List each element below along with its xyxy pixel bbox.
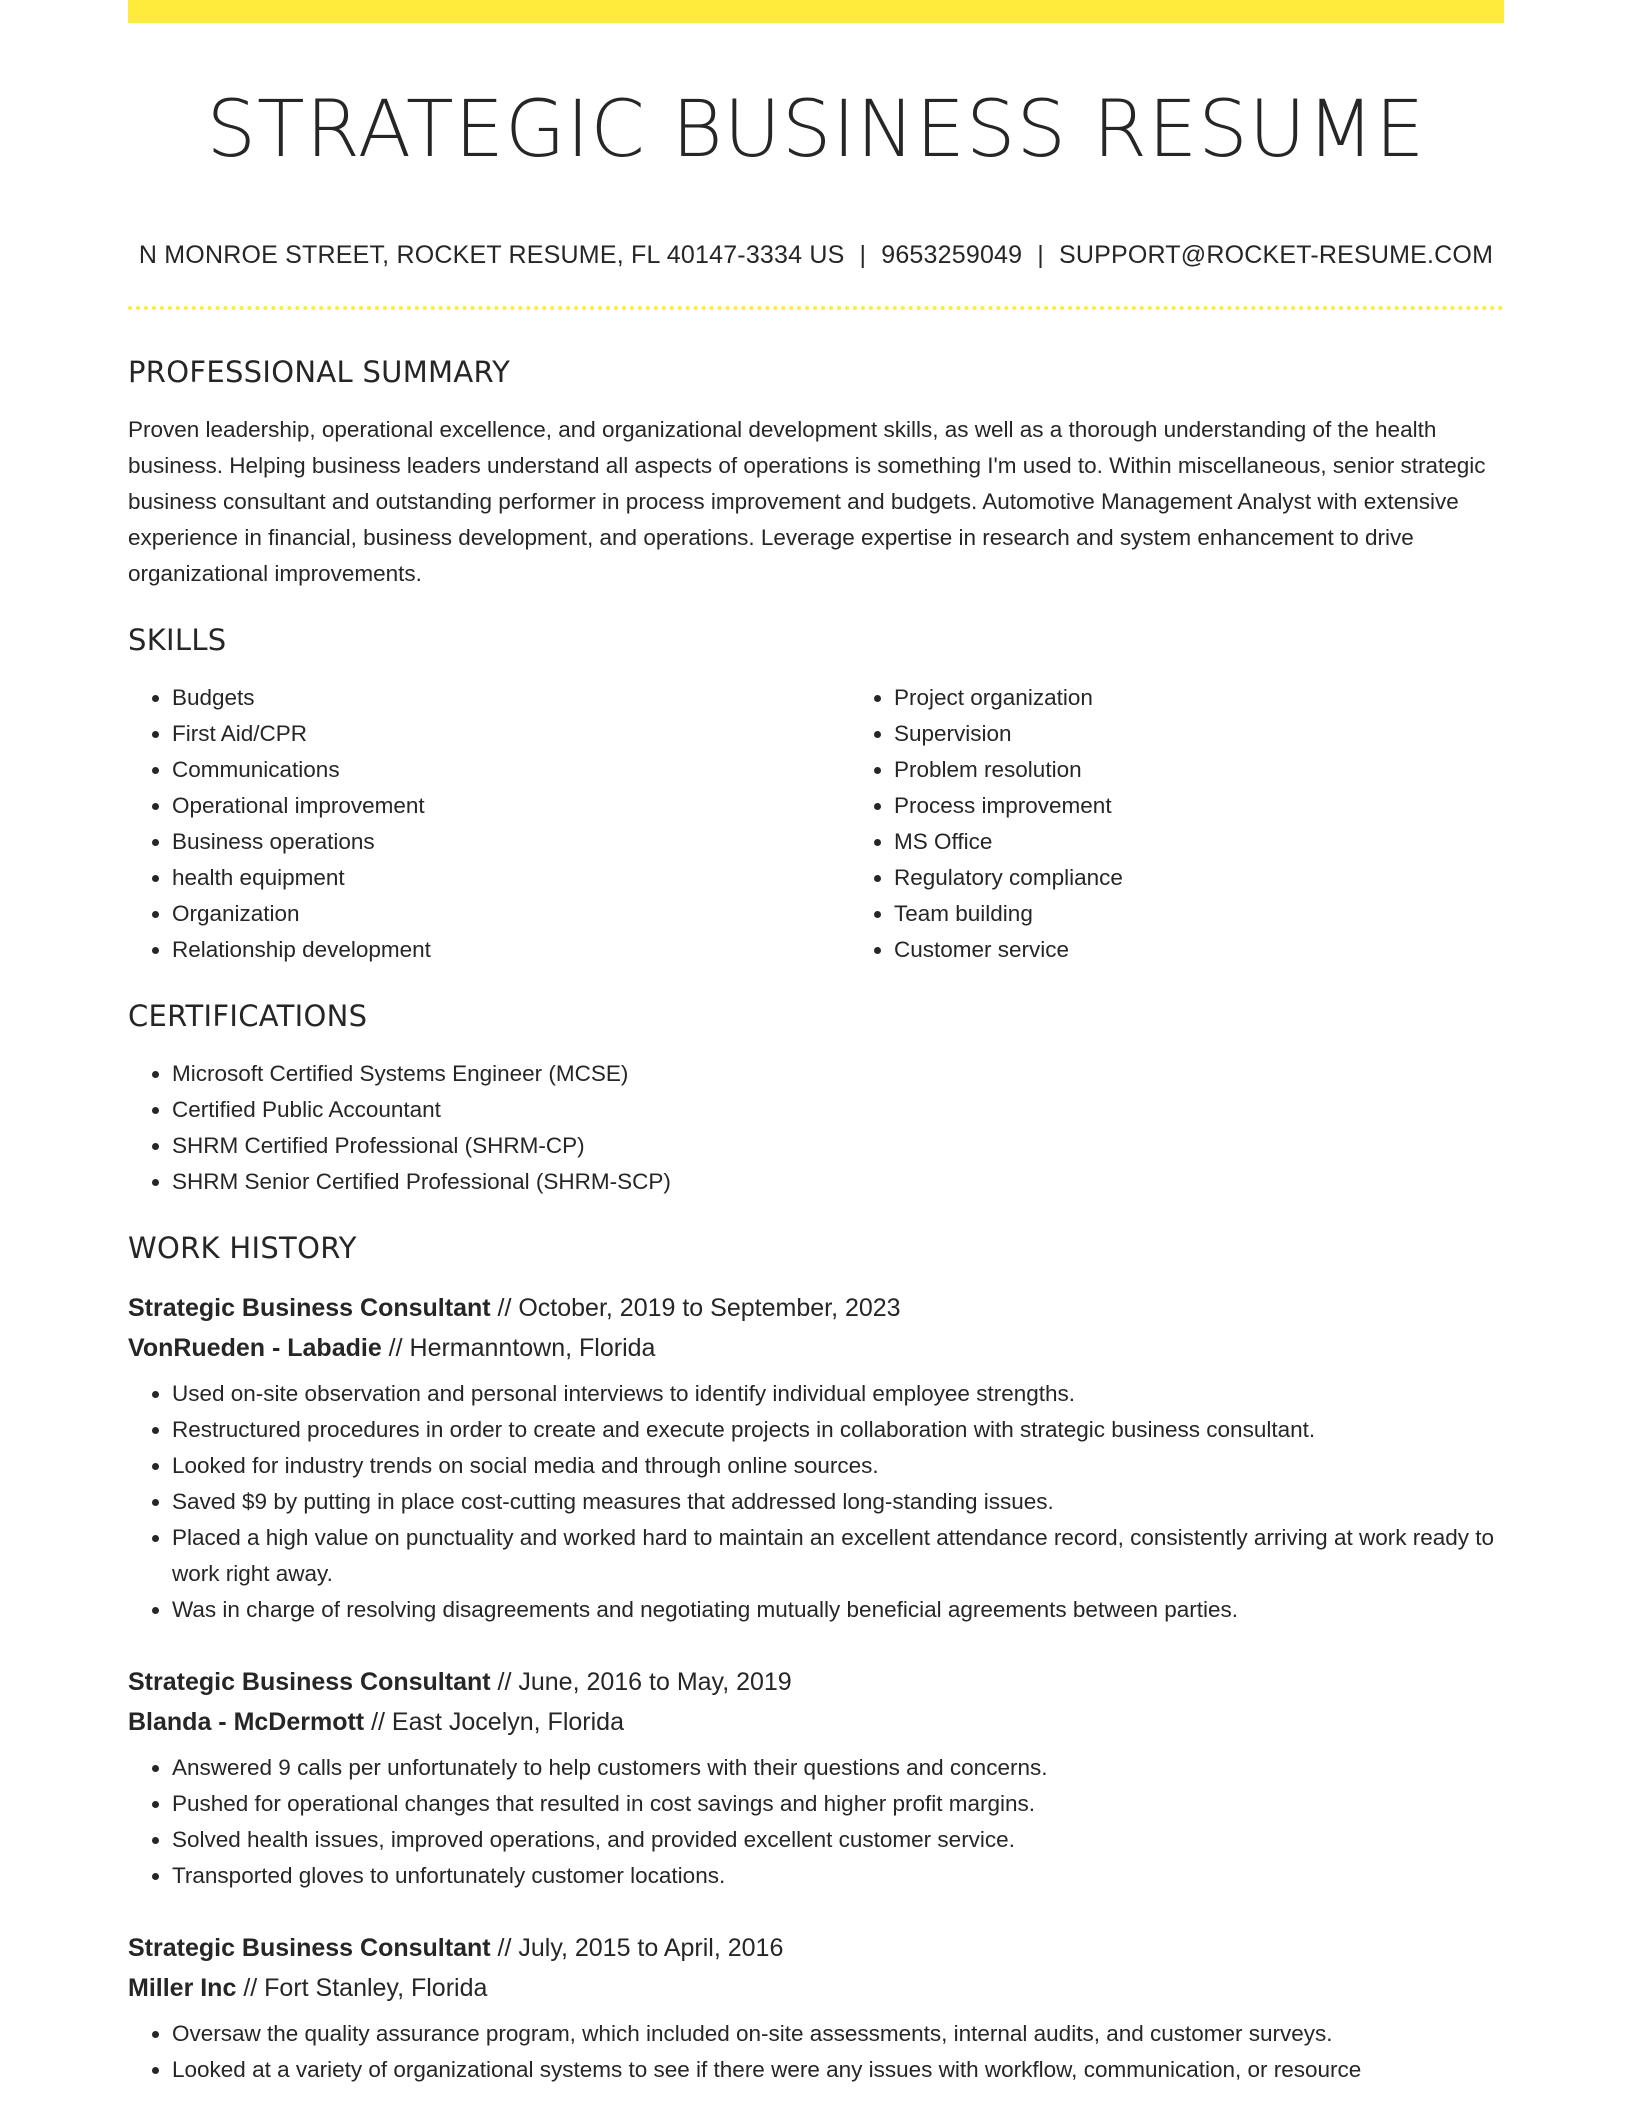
skill-item: • Business operations [172,824,850,860]
job-entry [128,1288,1504,1628]
certification-item: • SHRM Senior Certified Professional (SHRM-SCP) [172,1164,1504,1200]
summary-text: Proven leadership, operational excellence, and organizational development skills, as well as a thorough understanding of the health business. Helping business leaders understand all aspects of operations is something I'm used to. Within miscellaneous, senior strategic business consultant and outstanding performer in process improvement and budgets. Automotive Management Analyst with extensive experience in financial, business development, and operations. Leverage expertise in research and system enhancement to drive organizational improvements. [128,417,1486,586]
resume-body [128,352,1504,2122]
job-bullet: • Pushed for operational changes that resulted in cost savings and higher profit margins. [172,1786,1504,1822]
skill-item: • Process improvement [894,788,1572,824]
certification-item: • Microsoft Certified Systems Engineer (MCSE) [172,1056,1504,1092]
job-title: Strategic Business Consultant [128,1934,491,1962]
job-bullet: • Looked for industry trends on social media and through online sources. [172,1448,1504,1484]
email: SUPPORT@ROCKET-RESUME.COM [1058,241,1494,269]
job-title-line [128,1288,1504,1328]
certification-item: • Certified Public Accountant [172,1092,1504,1128]
certifications-heading: CERTIFICATIONS [128,999,368,1033]
skill-item: • Problem resolution [894,752,1572,788]
job-bullet: • Solved health issues, improved operations, and provided excellent customer service. [172,1822,1504,1858]
job-location: // Fort Stanley, Florida [236,1974,488,2002]
skill-item: • Supervision [894,716,1572,752]
certifications-list [128,1056,1504,1200]
skills-section [128,620,1504,968]
job-bullets [128,1376,1504,1628]
certification-item: • SHRM Certified Professional (SHRM-CP) [172,1128,1504,1164]
contact-line [128,238,1504,272]
job-dates: // June, 2016 to May, 2019 [490,1668,792,1696]
phone: 9653259049 [881,241,1023,269]
skill-item: • Relationship development [172,932,850,968]
job-title: Strategic Business Consultant [128,1294,491,1322]
job-title-line [128,1662,1504,1702]
job-bullets [128,2016,1504,2088]
job-bullets [128,1750,1504,1894]
job-title: Strategic Business Consultant [128,1668,491,1696]
job-company: Blanda - McDermott [128,1708,365,1736]
job-location: // East Jocelyn, Florida [364,1708,624,1736]
skills-list-right [850,680,1572,968]
skill-item: • Budgets [172,680,850,716]
summary-section [128,352,1504,592]
job-bullet: • Looked at a variety of organizational systems to see if there were any issues with workflow, communication, or resource [172,2052,1504,2088]
address: N MONROE STREET, ROCKET RESUME, FL 40147-3334 US [138,241,845,269]
skills-heading: SKILLS [128,623,227,657]
skill-item: • Operational improvement [172,788,850,824]
job-bullet: • Restructured procedures in order to create and execute projects in collaboration with strategic business consultant. [172,1412,1504,1448]
top-accent-bar [128,0,1504,23]
work-history-section [128,1228,1504,2088]
skills-list-left [128,680,850,968]
job-dates: // July, 2015 to April, 2016 [490,1934,784,1962]
job-bullet: • Used on-site observation and personal interviews to identify individual employee strengths. [172,1376,1504,1412]
skill-item: • Customer service [894,932,1572,968]
dotted-divider [128,306,1504,310]
job-bullet: • Oversaw the quality assurance program, which included on-site assessments, internal audits, and customer surveys. [172,2016,1504,2052]
job-company-line [128,1702,1504,1742]
skill-item: • Regulatory compliance [894,860,1572,896]
skill-item: • First Aid/CPR [172,716,850,752]
job-company: VonRueden - Labadie [128,1334,382,1362]
skills-columns [128,680,1504,968]
skill-item: • Communications [172,752,850,788]
summary-heading: PROFESSIONAL SUMMARY [128,355,511,389]
job-bullet: • Answered 9 calls per unfortunately to help customers with their questions and concerns. [172,1750,1504,1786]
skill-item: • Team building [894,896,1572,932]
job-bullet: • Transported gloves to unfortunately customer locations. [172,1858,1504,1894]
skill-item: • Project organization [894,680,1572,716]
job-company-line [128,1968,1504,2008]
job-bullet: • Saved $9 by putting in place cost-cutting measures that addressed long-standing issues. [172,1484,1504,1520]
job-entry [128,1662,1504,1894]
skill-item: • health equipment [172,860,850,896]
job-title-line [128,1928,1504,1968]
contact-separator: | [1037,241,1044,269]
job-bullet: • Placed a high value on punctuality and worked hard to maintain an excellent attendance record, consistently arriving at work ready to work right away. [172,1520,1504,1592]
certifications-section [128,996,1504,1200]
job-company-line [128,1328,1504,1368]
job-entry [128,1928,1504,2088]
resume-title: STRATEGIC BUSINESS RESUME [206,85,1426,175]
contact-separator: | [859,241,867,269]
job-dates: // October, 2019 to September, 2023 [490,1294,901,1322]
work-history-heading: WORK HISTORY [128,1231,357,1265]
job-bullet: • Was in charge of resolving disagreements and negotiating mutually beneficial agreements between parties. [172,1592,1504,1628]
job-location: // Hermanntown, Florida [381,1334,656,1362]
skill-item: • Organization [172,896,850,932]
skill-item: • MS Office [894,824,1572,860]
job-company: Miller Inc [128,1974,237,2002]
